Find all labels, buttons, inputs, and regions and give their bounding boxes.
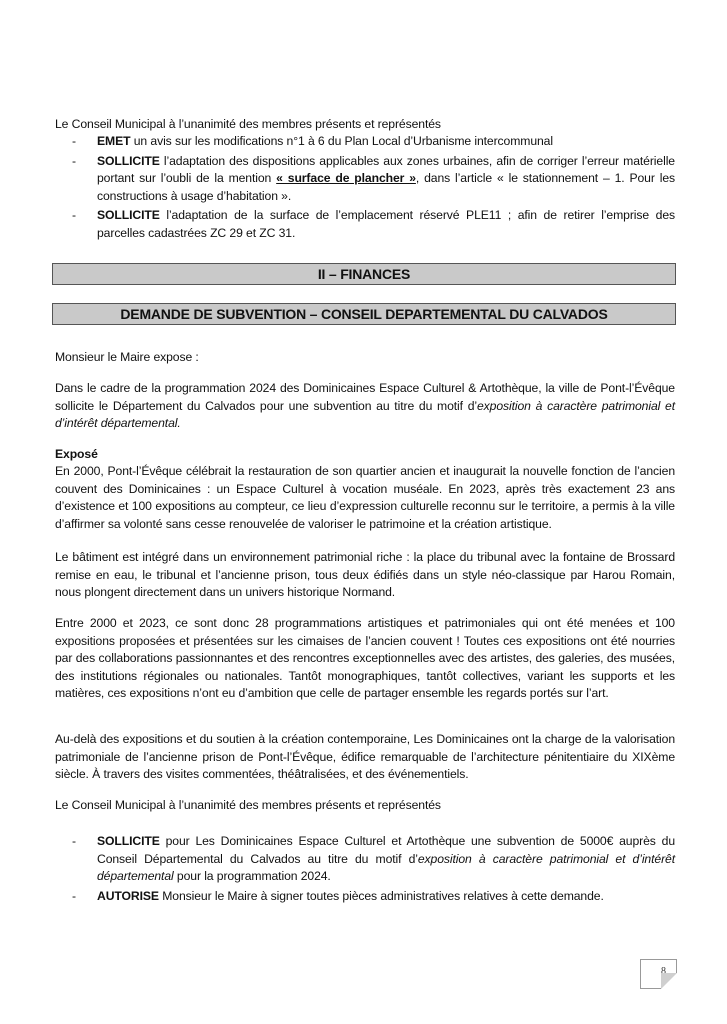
bullet-dash: - <box>72 208 76 222</box>
page-fold-icon <box>661 973 677 989</box>
bullet-text: pour la programmation 2024. <box>173 869 331 883</box>
bullet-motif: exposition à caractère patrimonial et d’intérêt départemental <box>97 851 675 883</box>
list-item <box>72 133 675 151</box>
expose-heading: Exposé <box>55 447 98 461</box>
bullet-dash: - <box>72 834 76 848</box>
building-paragraph: Le bâtiment est intégré dans un environnement patrimonial riche : la place du tribunal avec la fontaine de Brossard remise en eau, le tribunal et l’ancienne prison, tous deux édifiés dans un style néo-classique par Harou Romain, nous plongent directement dans un univers historique Normand. <box>55 550 675 599</box>
page-number-box <box>640 959 677 989</box>
programme-motif: exposition à caractère patrimonial et d’intérêt départemental. <box>55 398 675 430</box>
bullet-text: l’adaptation de la surface de l’emplacement réservé PLE11 ; afin de retirer l’emprise des parcelles cadastrées ZC 29 et ZC 31. <box>97 208 675 240</box>
bullet-keyword: SOLLICITE <box>97 834 160 848</box>
expose-paragraph: En 2000, Pont-l’Évêque célébrait la restauration de son quartier ancien et inaugurait la nouvelle fonction de l’ancien couvent des Dominicaines : un Espace Culturel à vocation muséale. En 2023, après très exactement 23 ans d’existence et 100 expositions au compteur, ce lieu d’expression culturelle reconnu sur le territoire, a permis à la ville d’affirmer sa volonté sans cesse renouvelée de valoriser le patrimoine et la création artistique. <box>55 464 675 531</box>
council-decision-intro: Le Conseil Municipal à l’unanimité des membres présents et représentés <box>55 117 441 131</box>
bullet-dash: - <box>72 134 76 148</box>
programme-text: Dans le cadre de la programmation 2024 des Dominicaines Espace Culturel & Artothèque, la ville de Pont-l’Évêque sollicite le Département du Calvados pour une subvention au titre du motif d’ <box>55 381 675 413</box>
surface-de-plancher-emphasis: « surface de plancher » <box>276 171 416 185</box>
page-number: 8 <box>661 966 666 977</box>
bullet-text: l’adaptation des dispositions applicables aux zones urbaines, afin de corriger l’erreur matérielle portant sur l’oubli de la mention <box>97 153 675 185</box>
decision-list-1 <box>72 133 675 242</box>
bullet-keyword: EMET <box>97 134 131 148</box>
bullet-keyword: SOLLICITE <box>97 153 160 168</box>
bullet-text: un avis sur les modifications n°1 à 6 du Plan Local d’Urbanisme intercommunal <box>130 134 553 148</box>
bullet-dash: - <box>72 888 76 903</box>
bullet-text: , dans l’article « le stationnement – 1. Pour les constructions à usage d’habitation ». <box>97 171 675 203</box>
bullet-keyword: AUTORISE <box>97 888 159 903</box>
mayor-expose-intro: Monsieur le Maire expose : <box>55 350 199 364</box>
list-item <box>72 888 675 906</box>
bullet-text: pour Les Dominicaines Espace Culturel et Artothèque une subvention de 5000€ auprès du Conseil Départemental du Calvados au titre du motif d’ <box>97 834 675 866</box>
list-item <box>72 153 675 206</box>
decision-list-2 <box>72 833 675 905</box>
list-item <box>72 207 675 242</box>
bullet-dash: - <box>72 153 76 168</box>
section-banner-subvention: DEMANDE DE SUBVENTION – CONSEIL DEPARTEMENTAL DU CALVADOS <box>52 303 676 325</box>
bullet-keyword: SOLLICITE <box>97 208 160 222</box>
council-decision-intro-2: Le Conseil Municipal à l’unanimité des membres présents et représentés <box>55 798 441 812</box>
list-item <box>72 833 675 886</box>
bullet-text: Monsieur le Maire à signer toutes pièces administratives relatives à cette demande. <box>158 888 604 903</box>
history-paragraph: Entre 2000 et 2023, ce sont donc 28 programmations artistiques et patrimoniales qui ont été menées et 100 expositions proposées et présentées sur les cimaises de l’ancien couvent ! Toutes ces expositions ont été nourries par des collaborations passionnantes et des rencontres exceptionnelles avec des artistes, des galeries, des musées, des institutions régionales ou nationales. Tantôt monographiques, tantôt collectives, variant les supports et les matières, ces expositions n’ont eu d’ambition que celle de partager ensemble les regards portés sur l’art. <box>55 616 675 700</box>
programme-paragraph <box>55 380 675 433</box>
heritage-paragraph: Au-delà des expositions et du soutien à la création contemporaine, Les Dominicaines ont la charge de la valorisation patrimoniale de l’ancienne prison de Pont-l’Évêque, édifice remarquable de l’architecture pénitentiaire du XIXème siècle. À travers des visites commentées, théâtralisées, et des événementiels. <box>55 732 675 781</box>
section-banner-finances: II – FINANCES <box>52 263 676 285</box>
